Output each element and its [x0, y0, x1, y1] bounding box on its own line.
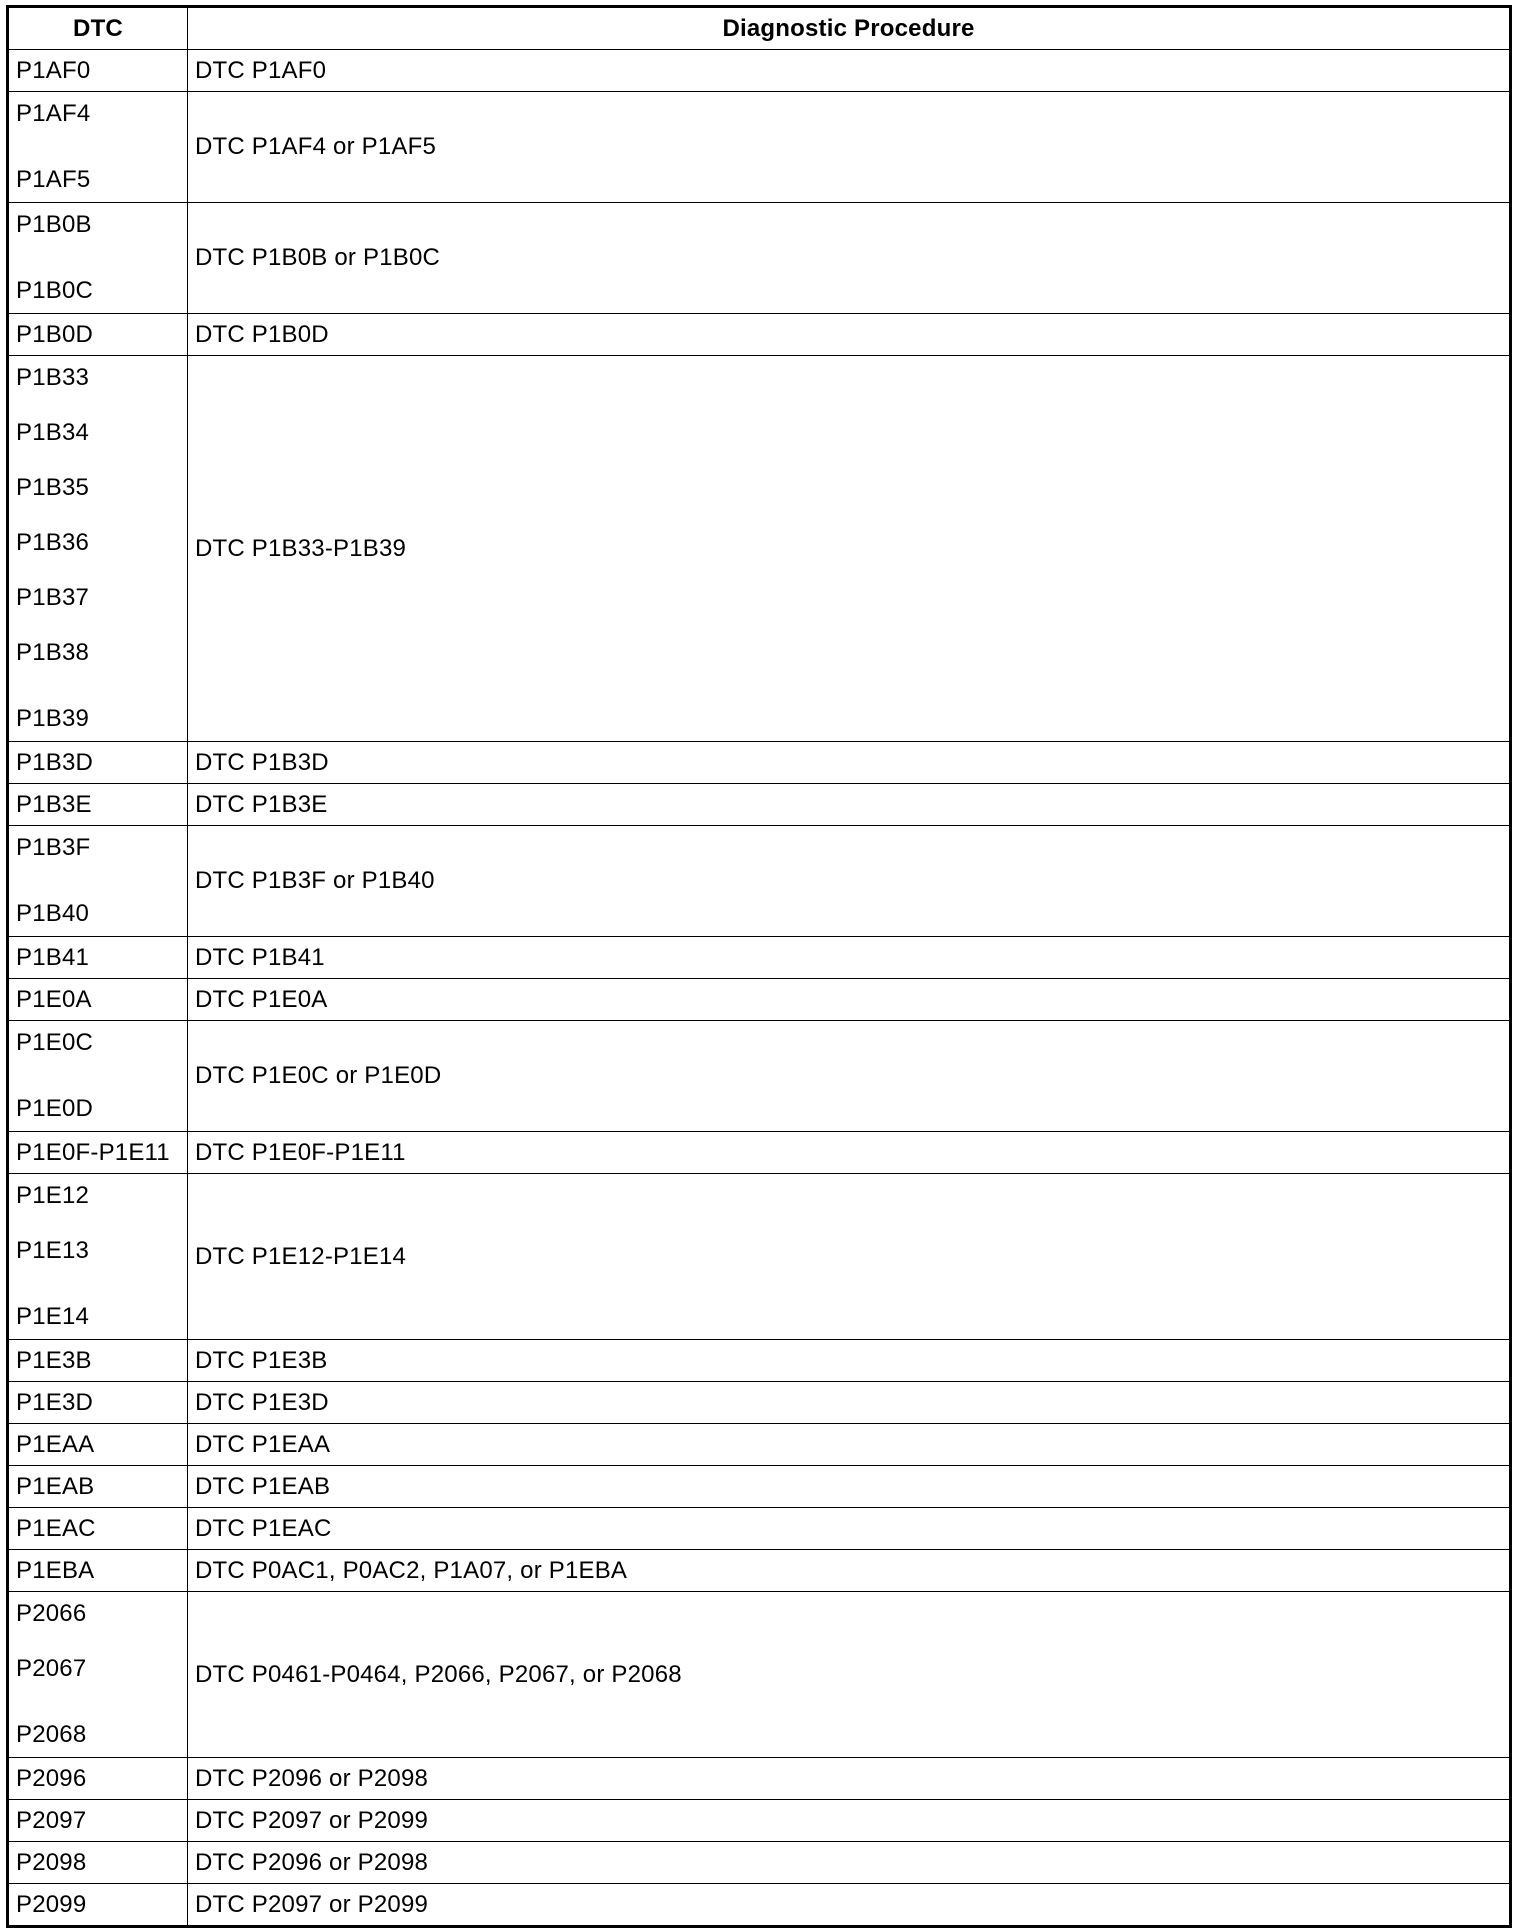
dtc-code: P1E3D: [16, 1389, 94, 1416]
dtc-cell: [8, 784, 188, 826]
dtc-code: P1E12: [16, 1182, 90, 1209]
table-row: [8, 1884, 1511, 1927]
diagnostic-procedure-link[interactable]: DTC P1E3B: [188, 1340, 1511, 1382]
dtc-code: P1EAC: [16, 1515, 96, 1542]
table-row: [8, 50, 1511, 92]
table-row: [8, 1340, 1511, 1382]
table-row: [8, 742, 1511, 784]
diagnostic-procedure-link[interactable]: DTC P1B3D: [188, 742, 1511, 784]
dtc-cell: [8, 92, 188, 203]
diagnostic-procedure-link[interactable]: DTC P1EAC: [188, 1508, 1511, 1550]
diagnostic-procedure-link[interactable]: DTC P2096 or P2098: [188, 1758, 1511, 1800]
diagnostic-procedure-link[interactable]: DTC P0461-P0464, P2066, P2067, or P2068: [188, 1592, 1511, 1758]
table-row: [8, 1842, 1511, 1884]
dtc-cell: [8, 1592, 188, 1758]
table-row: [8, 979, 1511, 1021]
diagnostic-procedure-link[interactable]: DTC P1B41: [188, 937, 1511, 979]
dtc-cell: [8, 50, 188, 92]
table-row: [8, 1132, 1511, 1174]
table-row: [8, 1424, 1511, 1466]
dtc-code: P1B40: [16, 900, 90, 927]
dtc-cell: [8, 937, 188, 979]
dtc-cell: [8, 1758, 188, 1800]
dtc-code: P1B38: [16, 639, 90, 666]
dtc-cell: [8, 1508, 188, 1550]
dtc-cell: [8, 979, 188, 1021]
dtc-cell: [8, 1174, 188, 1340]
table-row: [8, 784, 1511, 826]
dtc-cell: [8, 742, 188, 784]
diagnostic-procedure-link[interactable]: DTC P1B0D: [188, 314, 1511, 356]
dtc-code: P1E0D: [16, 1095, 94, 1122]
dtc-code: P1AF0: [16, 57, 91, 84]
dtc-cell: [8, 1800, 188, 1842]
dtc-cell: [8, 826, 188, 937]
dtc-cell: [8, 1021, 188, 1132]
table-row: [8, 1174, 1511, 1340]
dtc-code: P2099: [16, 1891, 87, 1918]
dtc-cell: [8, 356, 188, 742]
dtc-code: P1E14: [16, 1303, 90, 1330]
dtc-code: P1B35: [16, 474, 90, 501]
diagnostic-procedure-link[interactable]: DTC P0AC1, P0AC2, P1A07, or P1EBA: [188, 1550, 1511, 1592]
table-row: [8, 1800, 1511, 1842]
table-row: [8, 314, 1511, 356]
diagnostic-procedure-link[interactable]: DTC P1B3F or P1B40: [188, 826, 1511, 937]
dtc-code: P2098: [16, 1849, 87, 1876]
table-row: [8, 1382, 1511, 1424]
dtc-code: P2068: [16, 1721, 87, 1748]
dtc-cell: [8, 203, 188, 314]
table-row: [8, 1508, 1511, 1550]
diagnostic-procedure-link[interactable]: DTC P2097 or P2099: [188, 1800, 1511, 1842]
table-row: [8, 203, 1511, 314]
table-row: [8, 1550, 1511, 1592]
table-row: [8, 1466, 1511, 1508]
dtc-code: P1E0C: [16, 1029, 94, 1056]
table-header: [8, 7, 1511, 50]
dtc-code: P2066: [16, 1600, 87, 1627]
dtc-code: P1B3D: [16, 749, 94, 776]
diagnostic-procedure-link[interactable]: DTC P1E0F-P1E11: [188, 1132, 1511, 1174]
dtc-code: P2097: [16, 1807, 87, 1834]
dtc-cell: [8, 1842, 188, 1884]
dtc-cell: [8, 1424, 188, 1466]
dtc-code: P1B37: [16, 584, 90, 611]
diagnostic-procedure-link[interactable]: DTC P1B0B or P1B0C: [188, 203, 1511, 314]
dtc-cell: [8, 1132, 188, 1174]
dtc-code: P1EBA: [16, 1557, 95, 1584]
dtc-code: P1B34: [16, 419, 90, 446]
diagnostic-procedure-link[interactable]: DTC P1B3E: [188, 784, 1511, 826]
dtc-code: P1AF4: [16, 100, 91, 127]
dtc-cell: [8, 1466, 188, 1508]
diagnostic-procedure-link[interactable]: DTC P1EAB: [188, 1466, 1511, 1508]
dtc-code: P1B0C: [16, 277, 94, 304]
dtc-code: P1B3E: [16, 791, 92, 818]
diagnostic-procedure-link[interactable]: DTC P1AF0: [188, 50, 1511, 92]
diagnostic-procedure-link[interactable]: DTC P1B33-P1B39: [188, 356, 1511, 742]
header-dtc: DTC: [8, 7, 188, 50]
table-row: [8, 92, 1511, 203]
table-body: [8, 50, 1511, 1927]
dtc-code: P1B3F: [16, 834, 91, 861]
dtc-code: P1AF5: [16, 166, 91, 193]
dtc-procedure-table: [6, 5, 1512, 1928]
dtc-code: P1EAB: [16, 1473, 95, 1500]
diagnostic-procedure-link[interactable]: DTC P1E0A: [188, 979, 1511, 1021]
diagnostic-procedure-link[interactable]: DTC P1E3D: [188, 1382, 1511, 1424]
diagnostic-procedure-link[interactable]: DTC P1AF4 or P1AF5: [188, 92, 1511, 203]
dtc-code: P2067: [16, 1655, 87, 1682]
dtc-cell: [8, 314, 188, 356]
diagnostic-procedure-link[interactable]: DTC P1E0C or P1E0D: [188, 1021, 1511, 1132]
dtc-code: P2096: [16, 1765, 87, 1792]
dtc-code: P1B39: [16, 705, 90, 732]
table-row: [8, 1021, 1511, 1132]
table-row: [8, 1592, 1511, 1758]
header-row: [8, 7, 1511, 50]
diagnostic-procedure-link[interactable]: DTC P2096 or P2098: [188, 1842, 1511, 1884]
dtc-cell: [8, 1550, 188, 1592]
dtc-code: P1EAA: [16, 1431, 95, 1458]
table-row: [8, 937, 1511, 979]
dtc-code: P1E3B: [16, 1347, 92, 1374]
table-row: [8, 1758, 1511, 1800]
dtc-code: P1E0A: [16, 986, 92, 1013]
dtc-cell: [8, 1382, 188, 1424]
dtc-code: P1B0B: [16, 211, 92, 238]
header-diagnostic-procedure: Diagnostic Procedure: [188, 7, 1511, 50]
diagnostic-procedure-link[interactable]: DTC P1E12-P1E14: [188, 1174, 1511, 1340]
dtc-code: P1B0D: [16, 321, 94, 348]
diagnostic-procedure-link[interactable]: DTC P1EAA: [188, 1424, 1511, 1466]
table-row: [8, 826, 1511, 937]
dtc-cell: [8, 1884, 188, 1927]
dtc-code: P1E0F-P1E11: [16, 1139, 170, 1166]
dtc-code: P1E13: [16, 1237, 90, 1264]
dtc-code: P1B41: [16, 944, 90, 971]
table-row: [8, 356, 1511, 742]
dtc-code: P1B33: [16, 364, 90, 391]
dtc-cell: [8, 1340, 188, 1382]
dtc-code: P1B36: [16, 529, 90, 556]
diagnostic-procedure-link[interactable]: DTC P2097 or P2099: [188, 1884, 1511, 1927]
